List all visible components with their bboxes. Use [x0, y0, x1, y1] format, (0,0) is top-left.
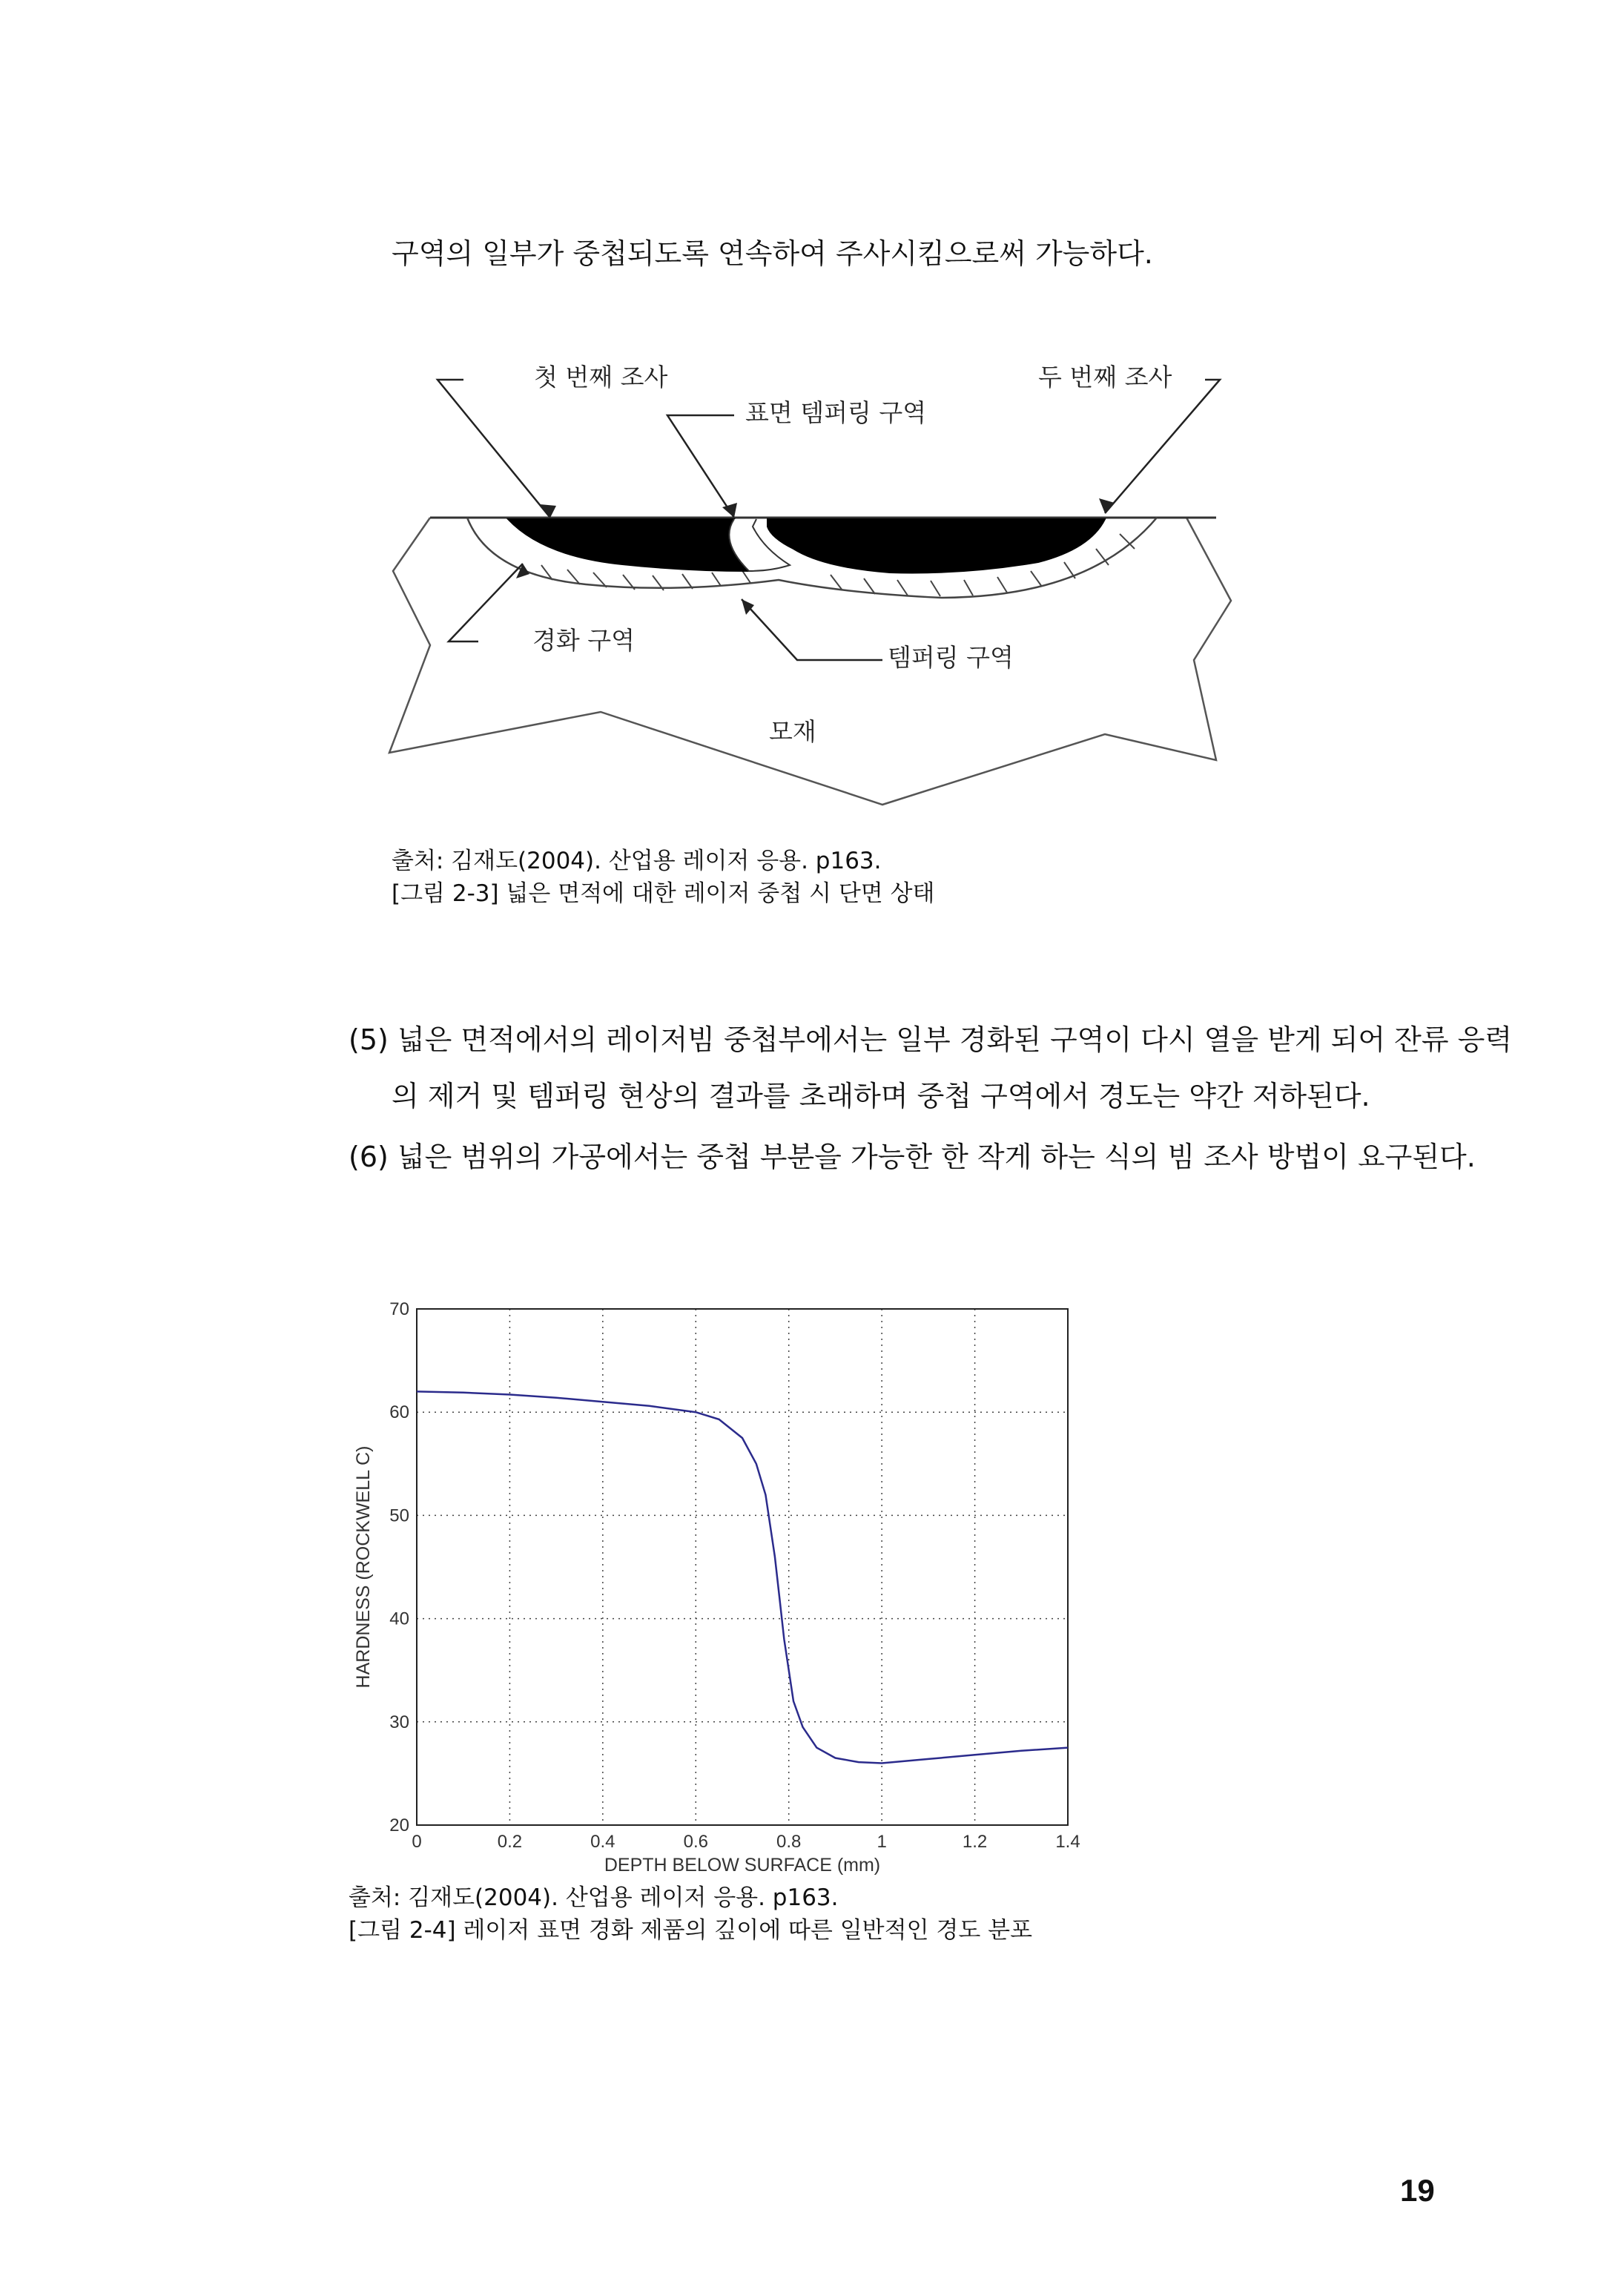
chart-grid	[417, 1309, 1068, 1825]
overlap-cross-section-diagram	[371, 349, 1261, 816]
item-5-line2: 의 제거 및 템퍼링 현상의 결과를 초래하며 중첩 구역에서 경도는 약간 저하된다.	[392, 1080, 1370, 1112]
chart-ticks	[389, 1299, 1080, 1852]
leader-surface-tempering	[667, 415, 734, 518]
leader-second-scan	[1105, 380, 1220, 513]
item-6-line1: 넓은 범위의 가공에서는 중첩 부분을 가능한 한 작게 하는 식의 빔 조사 방법이 요구된다.	[397, 1141, 1476, 1173]
series-line-hardness	[417, 1391, 1068, 1763]
y-tick-label: 20	[389, 1815, 409, 1835]
x-axis-title: DEPTH BELOW SURFACE (mm)	[604, 1855, 881, 1876]
y-axis-title: HARDNESS (ROCKWELL C)	[353, 1445, 374, 1689]
y-tick-label: 40	[389, 1609, 409, 1629]
label-second-scan: 두 번째 조사	[1038, 363, 1172, 392]
label-hardened-zone: 경화 구역	[532, 626, 636, 655]
figure1-caption: [그림 2-3] 넓은 면적에 대한 레이저 중첩 시 단면 상태	[392, 880, 935, 907]
x-tick-label: 1.2	[962, 1832, 988, 1852]
hardness-depth-chart	[349, 1279, 1120, 1880]
figure2-caption: [그림 2-4] 레이저 표면 경화 제품의 깊이에 따른 일반적인 경도 분포	[349, 1917, 1033, 1944]
x-tick-label: 0.8	[776, 1832, 802, 1852]
x-tick-label: 0.6	[683, 1832, 708, 1852]
label-tempering-zone: 템퍼링 구역	[888, 643, 1014, 672]
second-scan-zone	[768, 519, 1105, 573]
label-surface-tempering: 표면 템퍼링 구역	[745, 398, 927, 427]
figure1-source: 출처: 김재도(2004). 산업용 레이저 응용. p163.	[392, 848, 882, 874]
label-first-scan: 첫 번째 조사	[534, 363, 668, 392]
intro-text: 구역의 일부가 중첩되도록 연속하여 주사시킴으로써 가능하다.	[392, 237, 1153, 270]
leader-first-scan	[438, 380, 550, 518]
item-6-number: (6)	[349, 1141, 389, 1173]
leader-tempering-zone	[742, 599, 882, 660]
item-5	[349, 1022, 1512, 1058]
x-tick-label: 0.2	[497, 1832, 523, 1852]
x-tick-label: 0.4	[590, 1832, 615, 1852]
x-tick-label: 0	[412, 1832, 422, 1852]
x-tick-label: 1	[877, 1832, 887, 1852]
y-tick-label: 60	[389, 1402, 409, 1423]
label-base-metal: 모재	[769, 717, 816, 746]
y-tick-label: 30	[389, 1712, 409, 1732]
item-5-line1: 넓은 면적에서의 레이저빔 중첩부에서는 일부 경화된 구역이 다시 열을 받게 되어 잔류 응력	[397, 1023, 1513, 1056]
first-scan-zone	[508, 519, 749, 571]
page-number: 19	[1400, 2173, 1435, 2208]
y-tick-label: 70	[389, 1299, 409, 1319]
figure2-source: 출처: 김재도(2004). 산업용 레이저 응용. p163.	[349, 1884, 839, 1911]
y-tick-label: 50	[389, 1505, 409, 1526]
leader-hardened-zone	[449, 564, 523, 641]
plot-frame	[417, 1309, 1068, 1825]
x-tick-label: 1.4	[1055, 1832, 1080, 1852]
item-6	[349, 1139, 1476, 1175]
item-5-number: (5)	[349, 1023, 389, 1056]
